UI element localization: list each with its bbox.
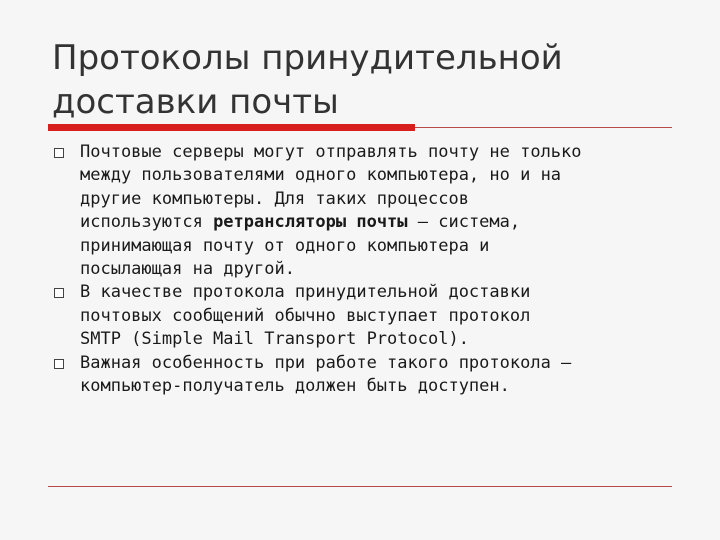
bullet-line-with-bold-term [80, 211, 672, 234]
bullet-line: принимающая почту от одного компьютера и [80, 235, 490, 256]
bullet-line: Важная особенность при работе такого протокола – [80, 352, 572, 373]
bullet-line: между пользователями одного компьютера, но и на [80, 165, 562, 186]
bullet-item-recipient-available [52, 352, 672, 399]
bullet-line: посылающая на другой. [80, 259, 295, 280]
slide-title-line-2: доставки почты [52, 82, 339, 122]
bullet-item-relay-servers [52, 141, 672, 281]
square-bullet-icon [54, 288, 64, 298]
bullet-line: почтовых сообщений обычно выступает протокол [80, 305, 531, 326]
bullet-line: другие компьютеры. Для таких процессов [80, 188, 469, 209]
bullet-line: В качестве протокола принудительной доставки [80, 282, 531, 303]
bullet-list [52, 141, 672, 398]
bullet-line: компьютер-получатель должен быть доступен. [80, 376, 510, 397]
bottom-divider-line [48, 486, 672, 487]
bullet-text-after-term: – система, [407, 212, 521, 233]
bold-term-mail-relays: ретрансляторы почты [213, 212, 408, 233]
title-accent-bar [48, 124, 415, 131]
bullet-line: Почтовые серверы могут отправлять почту не только [80, 142, 582, 162]
square-bullet-icon [54, 359, 64, 369]
bullet-item-smtp-protocol [52, 281, 672, 351]
slide-title-line-1: Протоколы принудительной [52, 38, 563, 78]
square-bullet-icon [54, 148, 64, 158]
bullet-line: SMTP (Simple Mail Transport Protocol). [80, 329, 469, 350]
bullet-text-before-term: используются [80, 212, 214, 233]
slide-title [52, 36, 672, 124]
